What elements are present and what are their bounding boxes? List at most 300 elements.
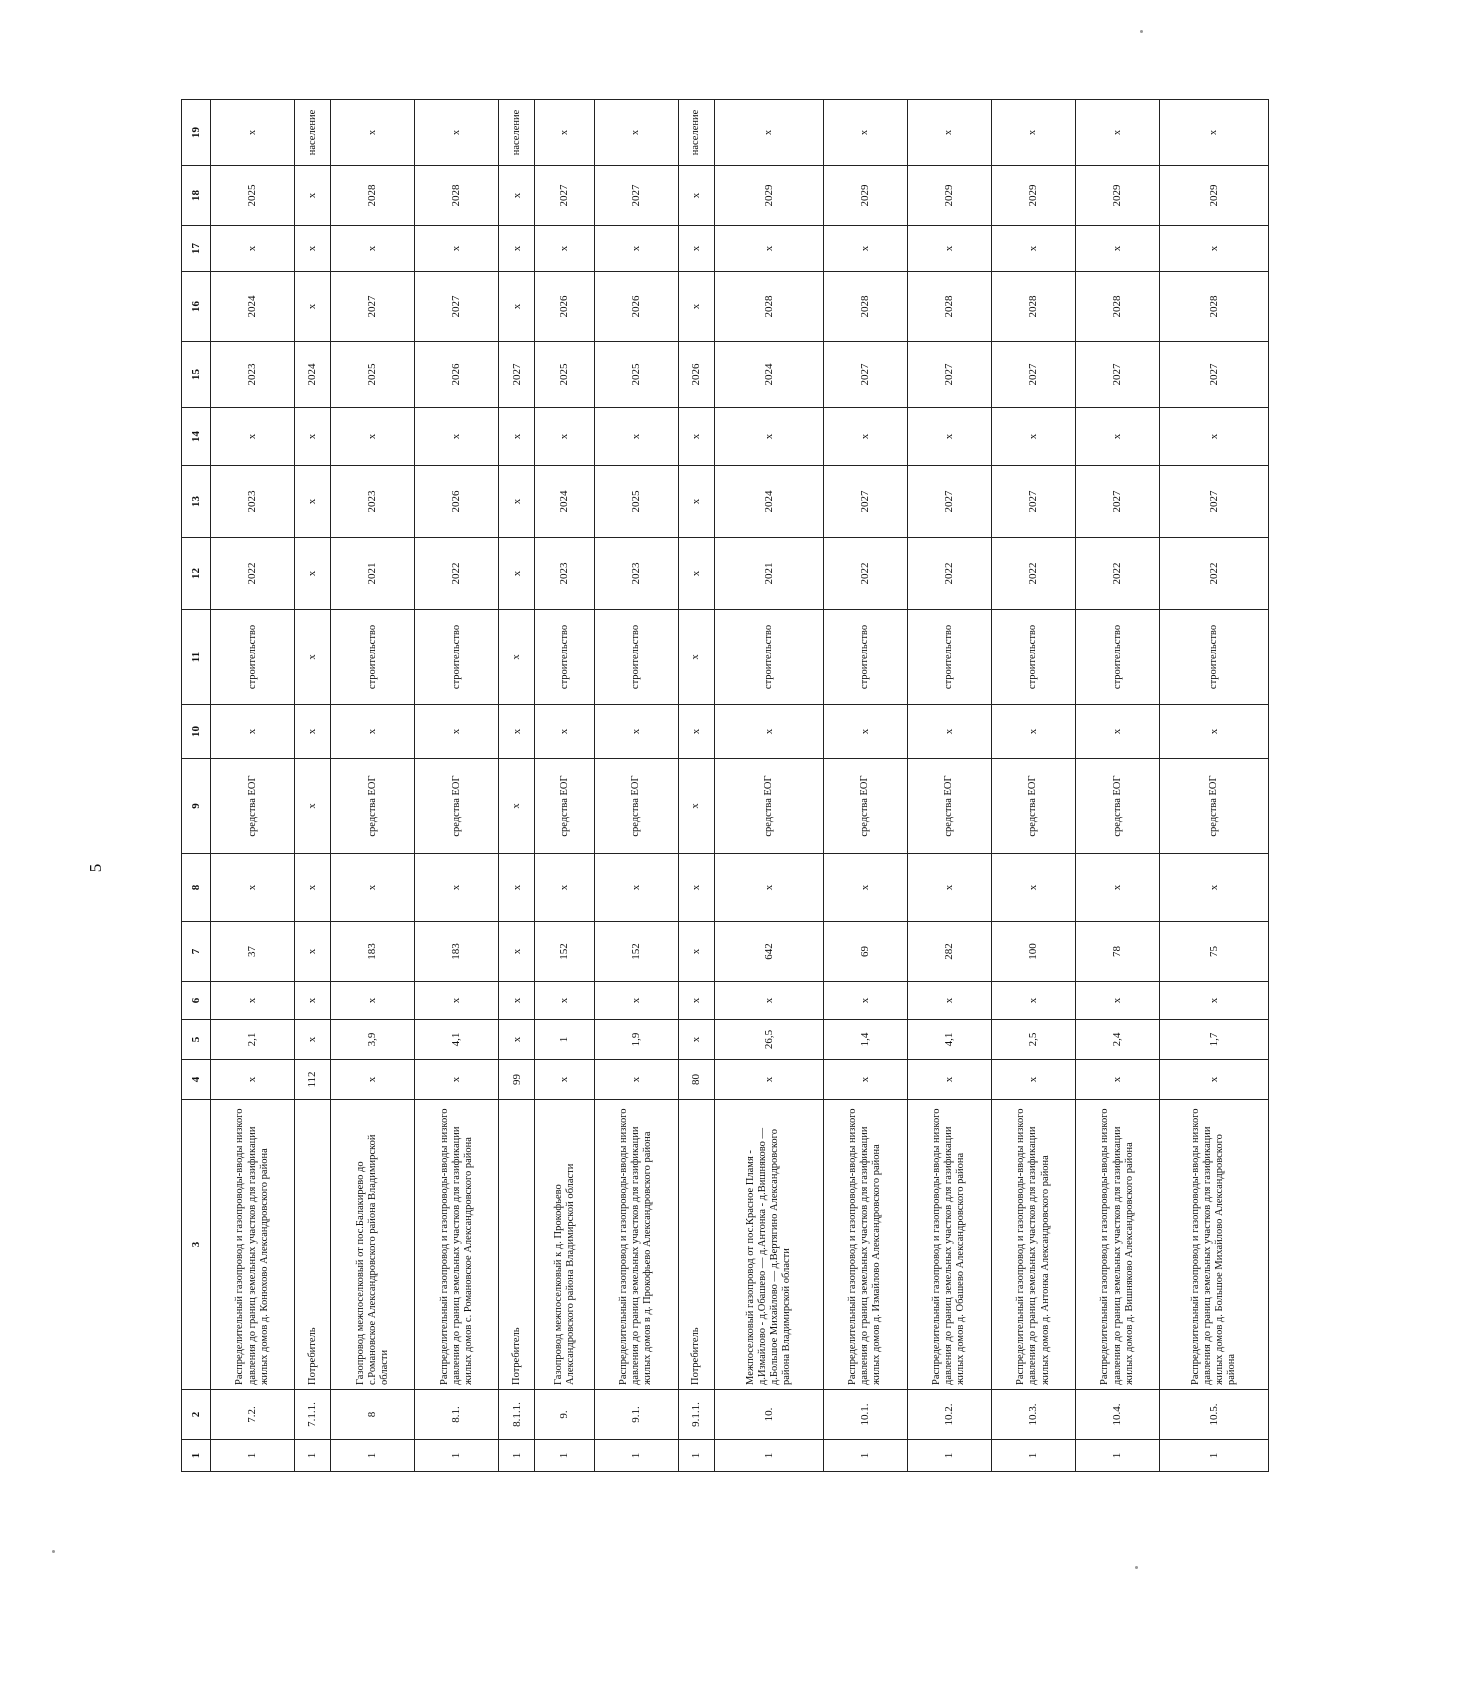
table-cell: x: [991, 1060, 1075, 1100]
table-cell: x: [295, 982, 331, 1020]
table-cell: 2,4: [1076, 1020, 1160, 1060]
table-cell: строительство: [1160, 610, 1269, 705]
table-cell: 80: [678, 1060, 714, 1100]
table-cell: x: [415, 982, 499, 1020]
scan-speck: [52, 1550, 55, 1553]
table-cell: x: [823, 854, 907, 922]
table-cell: население: [499, 100, 535, 166]
table-cell: x: [295, 272, 331, 342]
table-row: [991, 100, 1075, 1472]
table-cell: x: [1160, 1060, 1269, 1100]
table-cell: x: [211, 100, 295, 166]
table-cell: 2025: [594, 342, 678, 408]
table-cell: x: [678, 538, 714, 610]
table-cell: 2025: [331, 342, 415, 408]
table-cell: средства ЕОГ: [415, 759, 499, 854]
table-cell: x: [1160, 408, 1269, 466]
table-cell: 10.4.: [1076, 1390, 1160, 1440]
table-cell: x: [211, 226, 295, 272]
table-row: [823, 100, 907, 1472]
table-cell: x: [678, 166, 714, 226]
table-cell: x: [499, 610, 535, 705]
object-description-cell: Распределительный газопровод и газопроводы-вводы низкого давления до границ земельных участков для газификации жилых домов д. Антонка Александровского района: [991, 1100, 1075, 1390]
table-cell: средства ЕОГ: [991, 759, 1075, 854]
table-cell: x: [415, 408, 499, 466]
table-cell: 2026: [594, 272, 678, 342]
scan-speck: [1135, 1566, 1138, 1569]
table-cell: x: [1160, 854, 1269, 922]
column-header: 6: [182, 982, 211, 1020]
table-cell: x: [415, 100, 499, 166]
table-cell: 2027: [991, 342, 1075, 408]
table-row: [295, 100, 331, 1472]
table-cell: x: [991, 705, 1075, 759]
table-cell: строительство: [714, 610, 823, 705]
table-cell: 2023: [594, 538, 678, 610]
table-cell: 2027: [415, 272, 499, 342]
column-header: 18: [182, 166, 211, 226]
table-cell: 1: [714, 1440, 823, 1472]
table-cell: 2029: [823, 166, 907, 226]
table-cell: 2024: [535, 466, 594, 538]
table-cell: x: [211, 408, 295, 466]
table-cell: x: [1160, 226, 1269, 272]
table-cell: x: [907, 100, 991, 166]
table-cell: 8.1.: [415, 1390, 499, 1440]
table-cell: 7.2.: [211, 1390, 295, 1440]
table-cell: x: [594, 100, 678, 166]
column-header: 3: [182, 1100, 211, 1390]
table-row: [594, 100, 678, 1472]
table-cell: 2024: [211, 272, 295, 342]
column-header: 14: [182, 408, 211, 466]
table-cell: строительство: [211, 610, 295, 705]
table-cell: 26,5: [714, 1020, 823, 1060]
table-cell: x: [678, 759, 714, 854]
column-header: 1: [182, 1440, 211, 1472]
table-cell: 2023: [211, 342, 295, 408]
table-cell: x: [1076, 408, 1160, 466]
table-cell: x: [823, 408, 907, 466]
table-cell: 4,1: [415, 1020, 499, 1060]
table-cell: 2022: [1160, 538, 1269, 610]
table-cell: x: [678, 610, 714, 705]
table-cell: 1: [211, 1440, 295, 1472]
table-cell: 1,7: [1160, 1020, 1269, 1060]
table-cell: 99: [499, 1060, 535, 1100]
table-cell: x: [1076, 705, 1160, 759]
table-cell: x: [415, 226, 499, 272]
table-cell: 2027: [535, 166, 594, 226]
table-cell: 9.: [535, 1390, 594, 1440]
object-description-cell: Газопровод межпоселковый к д. Прокофьево Александровского района Владимирской области: [535, 1100, 594, 1390]
column-header: 17: [182, 226, 211, 272]
column-header: 16: [182, 272, 211, 342]
table-cell: x: [331, 408, 415, 466]
table-cell: 2027: [1160, 466, 1269, 538]
table-cell: 2,5: [991, 1020, 1075, 1060]
table-cell: x: [295, 759, 331, 854]
table-cell: 2022: [415, 538, 499, 610]
table-cell: x: [535, 226, 594, 272]
object-description-cell: Межпоселковый газопровод от пос.Красное Пламя - д.Измайлово - д.Обашево — д.Антонка - д.Вишняково — д.Большое Михайлово — д.Вертягино Александровского района Владимирской области: [714, 1100, 823, 1390]
table-cell: 75: [1160, 922, 1269, 982]
table-cell: 10.2.: [907, 1390, 991, 1440]
column-header: 9: [182, 759, 211, 854]
column-header: 12: [182, 538, 211, 610]
table-cell: x: [211, 705, 295, 759]
table-cell: 2025: [594, 466, 678, 538]
table-cell: x: [211, 982, 295, 1020]
object-description-cell: Распределительный газопровод и газопроводы-вводы низкого давления до границ земельных участков для газификации жилых домов в д. Прокофьево Александровского района: [594, 1100, 678, 1390]
column-header: 5: [182, 1020, 211, 1060]
table-cell: x: [714, 854, 823, 922]
table-cell: x: [331, 100, 415, 166]
table-row: [1160, 100, 1269, 1472]
table-cell: x: [594, 982, 678, 1020]
table-cell: x: [499, 166, 535, 226]
table-cell: x: [499, 982, 535, 1020]
table-cell: x: [535, 705, 594, 759]
table-cell: x: [499, 759, 535, 854]
table-cell: средства ЕОГ: [823, 759, 907, 854]
table-cell: 2027: [991, 466, 1075, 538]
table-cell: x: [594, 408, 678, 466]
table-cell: средства ЕОГ: [1160, 759, 1269, 854]
table-cell: 2028: [1160, 272, 1269, 342]
table-cell: 2027: [907, 342, 991, 408]
table-cell: x: [295, 226, 331, 272]
table-cell: 1: [331, 1440, 415, 1472]
table-cell: x: [678, 226, 714, 272]
table-cell: 152: [594, 922, 678, 982]
table-cell: x: [331, 705, 415, 759]
page-number: 5: [86, 863, 105, 873]
table-cell: 37: [211, 922, 295, 982]
table-cell: 9.1.: [594, 1390, 678, 1440]
table-cell: 2026: [535, 272, 594, 342]
table-cell: x: [499, 538, 535, 610]
table-cell: x: [295, 922, 331, 982]
table-cell: 3,9: [331, 1020, 415, 1060]
table-cell: x: [714, 982, 823, 1020]
table-cell: 2022: [823, 538, 907, 610]
table-cell: x: [499, 1020, 535, 1060]
table-cell: 2022: [211, 538, 295, 610]
table-cell: x: [594, 1060, 678, 1100]
table-header-row: [182, 100, 211, 1472]
table-cell: x: [823, 226, 907, 272]
table-cell: 10.3.: [991, 1390, 1075, 1440]
column-header: 2: [182, 1390, 211, 1440]
table-cell: 282: [907, 922, 991, 982]
object-description-cell: Распределительный газопровод и газопроводы-вводы низкого давления до границ земельных участков для газификации жилых домов д. Вишняково Александровского района: [1076, 1100, 1160, 1390]
table-cell: x: [907, 226, 991, 272]
table-cell: x: [991, 982, 1075, 1020]
table-cell: x: [823, 982, 907, 1020]
table-cell: 1: [535, 1440, 594, 1472]
table-cell: строительство: [991, 610, 1075, 705]
table-cell: 2026: [415, 466, 499, 538]
table-cell: строительство: [535, 610, 594, 705]
table-cell: 2024: [295, 342, 331, 408]
table-cell: x: [907, 408, 991, 466]
table-cell: строительство: [823, 610, 907, 705]
table-cell: x: [678, 272, 714, 342]
table-cell: 183: [331, 922, 415, 982]
table-cell: x: [295, 610, 331, 705]
table-cell: строительство: [594, 610, 678, 705]
table-cell: 2027: [1160, 342, 1269, 408]
table-cell: x: [991, 854, 1075, 922]
table-cell: x: [714, 226, 823, 272]
table-cell: 2021: [331, 538, 415, 610]
table-cell: x: [1076, 1060, 1160, 1100]
column-header: 8: [182, 854, 211, 922]
table-cell: 1: [1076, 1440, 1160, 1472]
table-cell: x: [678, 408, 714, 466]
table-cell: x: [499, 854, 535, 922]
table-cell: x: [907, 982, 991, 1020]
table-cell: x: [678, 705, 714, 759]
table-cell: 183: [415, 922, 499, 982]
table-cell: 2028: [991, 272, 1075, 342]
table-cell: x: [678, 1020, 714, 1060]
table-cell: 2027: [823, 342, 907, 408]
table-cell: x: [415, 854, 499, 922]
table-cell: 1: [499, 1440, 535, 1472]
table-cell: 10.: [714, 1390, 823, 1440]
object-description-cell: Потребитель: [678, 1100, 714, 1390]
table-cell: 2027: [499, 342, 535, 408]
table-cell: средства ЕОГ: [211, 759, 295, 854]
table-cell: x: [594, 854, 678, 922]
table-cell: 7.1.1.: [295, 1390, 331, 1440]
table-cell: 2028: [1076, 272, 1160, 342]
table-cell: строительство: [1076, 610, 1160, 705]
table-cell: 2027: [1076, 342, 1160, 408]
table-cell: x: [331, 226, 415, 272]
table-row: [535, 100, 594, 1472]
table-cell: 8: [331, 1390, 415, 1440]
table-cell: x: [211, 1060, 295, 1100]
table-cell: x: [594, 705, 678, 759]
table-cell: x: [499, 922, 535, 982]
table-cell: 4,1: [907, 1020, 991, 1060]
table-cell: 1: [823, 1440, 907, 1472]
table-cell: 2023: [211, 466, 295, 538]
object-description-cell: Распределительный газопровод и газопроводы-вводы низкого давления до границ земельных участков для газификации жилых домов д. Обашево Александровского района: [907, 1100, 991, 1390]
table-cell: 2029: [1076, 166, 1160, 226]
table-cell: x: [295, 1020, 331, 1060]
table-row: [1076, 100, 1160, 1472]
table-cell: 9.1.1.: [678, 1390, 714, 1440]
table-cell: x: [295, 466, 331, 538]
table-row: [415, 100, 499, 1472]
table-cell: средства ЕОГ: [714, 759, 823, 854]
table-cell: 1: [295, 1440, 331, 1472]
table-cell: x: [499, 226, 535, 272]
table-cell: 152: [535, 922, 594, 982]
table-cell: 2026: [678, 342, 714, 408]
table-cell: 100: [991, 922, 1075, 982]
table-cell: x: [499, 705, 535, 759]
table-cell: 1,4: [823, 1020, 907, 1060]
table-cell: x: [535, 100, 594, 166]
table-cell: 2027: [907, 466, 991, 538]
table-cell: 2029: [714, 166, 823, 226]
table-cell: x: [295, 538, 331, 610]
table-cell: 2027: [1076, 466, 1160, 538]
table-cell: x: [331, 982, 415, 1020]
object-description-cell: Распределительный газопровод и газопроводы-вводы низкого давления до границ земельных участков для газификации жилых домов д. Конюхово Александровского района: [211, 1100, 295, 1390]
table-cell: x: [295, 166, 331, 226]
table-cell: x: [991, 100, 1075, 166]
table-cell: 2029: [991, 166, 1075, 226]
table-cell: средства ЕОГ: [535, 759, 594, 854]
table-cell: 2025: [211, 166, 295, 226]
table-cell: x: [678, 922, 714, 982]
table-cell: x: [331, 1060, 415, 1100]
column-header: 11: [182, 610, 211, 705]
table-cell: 2029: [907, 166, 991, 226]
column-header: 4: [182, 1060, 211, 1100]
table-cell: x: [499, 272, 535, 342]
table-cell: 2024: [714, 466, 823, 538]
gas-pipeline-table: [181, 99, 1269, 1472]
table-cell: средства ЕОГ: [907, 759, 991, 854]
table-cell: 1: [678, 1440, 714, 1472]
table-cell: средства ЕОГ: [1076, 759, 1160, 854]
table-cell: x: [678, 854, 714, 922]
table-cell: 2026: [415, 342, 499, 408]
table-cell: x: [678, 982, 714, 1020]
table-cell: 2027: [594, 166, 678, 226]
table-cell: x: [1076, 854, 1160, 922]
table-cell: x: [499, 466, 535, 538]
table-cell: x: [535, 1060, 594, 1100]
table-row: [907, 100, 991, 1472]
table-cell: население: [295, 100, 331, 166]
table-cell: 1: [535, 1020, 594, 1060]
table-cell: 2024: [714, 342, 823, 408]
table-cell: 2029: [1160, 166, 1269, 226]
table-cell: x: [535, 408, 594, 466]
table-cell: x: [499, 408, 535, 466]
table-cell: x: [211, 854, 295, 922]
scan-speck: [1140, 30, 1143, 33]
object-description-cell: Распределительный газопровод и газопроводы-вводы низкого давления до границ земельных участков для газификации жилых домов д. Измайлово Александровского района: [823, 1100, 907, 1390]
table-cell: x: [714, 408, 823, 466]
table-cell: x: [594, 226, 678, 272]
table-cell: 2022: [907, 538, 991, 610]
table-row: [714, 100, 823, 1472]
table-cell: x: [535, 982, 594, 1020]
table-row: [331, 100, 415, 1472]
table-cell: 2027: [331, 272, 415, 342]
table-cell: x: [714, 1060, 823, 1100]
table-cell: x: [823, 1060, 907, 1100]
table-cell: x: [535, 854, 594, 922]
table-cell: x: [991, 226, 1075, 272]
table-cell: x: [295, 854, 331, 922]
table-cell: x: [678, 466, 714, 538]
table-cell: x: [907, 1060, 991, 1100]
table-cell: 8.1.1.: [499, 1390, 535, 1440]
table-cell: строительство: [415, 610, 499, 705]
object-description-cell: Распределительный газопровод и газопроводы-вводы низкого давления до границ земельных участков для газификации жилых домов д. Большое Михайлово Александровского района: [1160, 1100, 1269, 1390]
table-cell: x: [1160, 705, 1269, 759]
table-row: [211, 100, 295, 1472]
table-cell: x: [331, 854, 415, 922]
table-cell: средства ЕОГ: [331, 759, 415, 854]
table-cell: x: [823, 100, 907, 166]
object-description-cell: Газопровод межпоселковый от пос.Балакирево до с.Романовское Александровского района Владимирской области: [331, 1100, 415, 1390]
object-description-cell: Потребитель: [295, 1100, 331, 1390]
table-cell: 112: [295, 1060, 331, 1100]
table-cell: x: [991, 408, 1075, 466]
object-description-cell: Распределительный газопровод и газопроводы-вводы низкого давления до границ земельных участков для газификации жилых домов с. Романовское Александровского района: [415, 1100, 499, 1390]
table-cell: x: [295, 408, 331, 466]
table-cell: x: [1076, 100, 1160, 166]
table-cell: x: [714, 705, 823, 759]
column-header: 15: [182, 342, 211, 408]
table-cell: 2023: [535, 538, 594, 610]
column-header: 10: [182, 705, 211, 759]
table-cell: x: [1076, 226, 1160, 272]
table-cell: x: [295, 705, 331, 759]
column-header: 7: [182, 922, 211, 982]
table-cell: 2022: [991, 538, 1075, 610]
table-cell: 10.1.: [823, 1390, 907, 1440]
table-cell: x: [907, 705, 991, 759]
table-cell: 2028: [907, 272, 991, 342]
table-cell: x: [415, 1060, 499, 1100]
table-cell: x: [1160, 100, 1269, 166]
table-cell: x: [1160, 982, 1269, 1020]
table-cell: x: [714, 100, 823, 166]
table-cell: x: [907, 854, 991, 922]
table-cell: 1: [594, 1440, 678, 1472]
object-description-cell: Потребитель: [499, 1100, 535, 1390]
table-cell: 1: [991, 1440, 1075, 1472]
table-cell: 10.5.: [1160, 1390, 1269, 1440]
table-cell: средства ЕОГ: [594, 759, 678, 854]
table-cell: 1: [907, 1440, 991, 1472]
table-cell: 2,1: [211, 1020, 295, 1060]
table-cell: население: [678, 100, 714, 166]
table-cell: 78: [1076, 922, 1160, 982]
column-header: 13: [182, 466, 211, 538]
column-header: 19: [182, 100, 211, 166]
table-cell: 2028: [415, 166, 499, 226]
table-cell: x: [823, 705, 907, 759]
table-cell: 2028: [331, 166, 415, 226]
table-cell: 2028: [823, 272, 907, 342]
table-cell: 2027: [823, 466, 907, 538]
table-cell: 1: [415, 1440, 499, 1472]
table-row: [678, 100, 714, 1472]
table-cell: строительство: [331, 610, 415, 705]
table-cell: x: [415, 705, 499, 759]
table-row: [499, 100, 535, 1472]
table-cell: 2028: [714, 272, 823, 342]
table-cell: 2023: [331, 466, 415, 538]
table-cell: строительство: [907, 610, 991, 705]
table-cell: 2022: [1076, 538, 1160, 610]
gas-pipeline-table-wrapper: [181, 109, 1478, 1472]
table-cell: 69: [823, 922, 907, 982]
